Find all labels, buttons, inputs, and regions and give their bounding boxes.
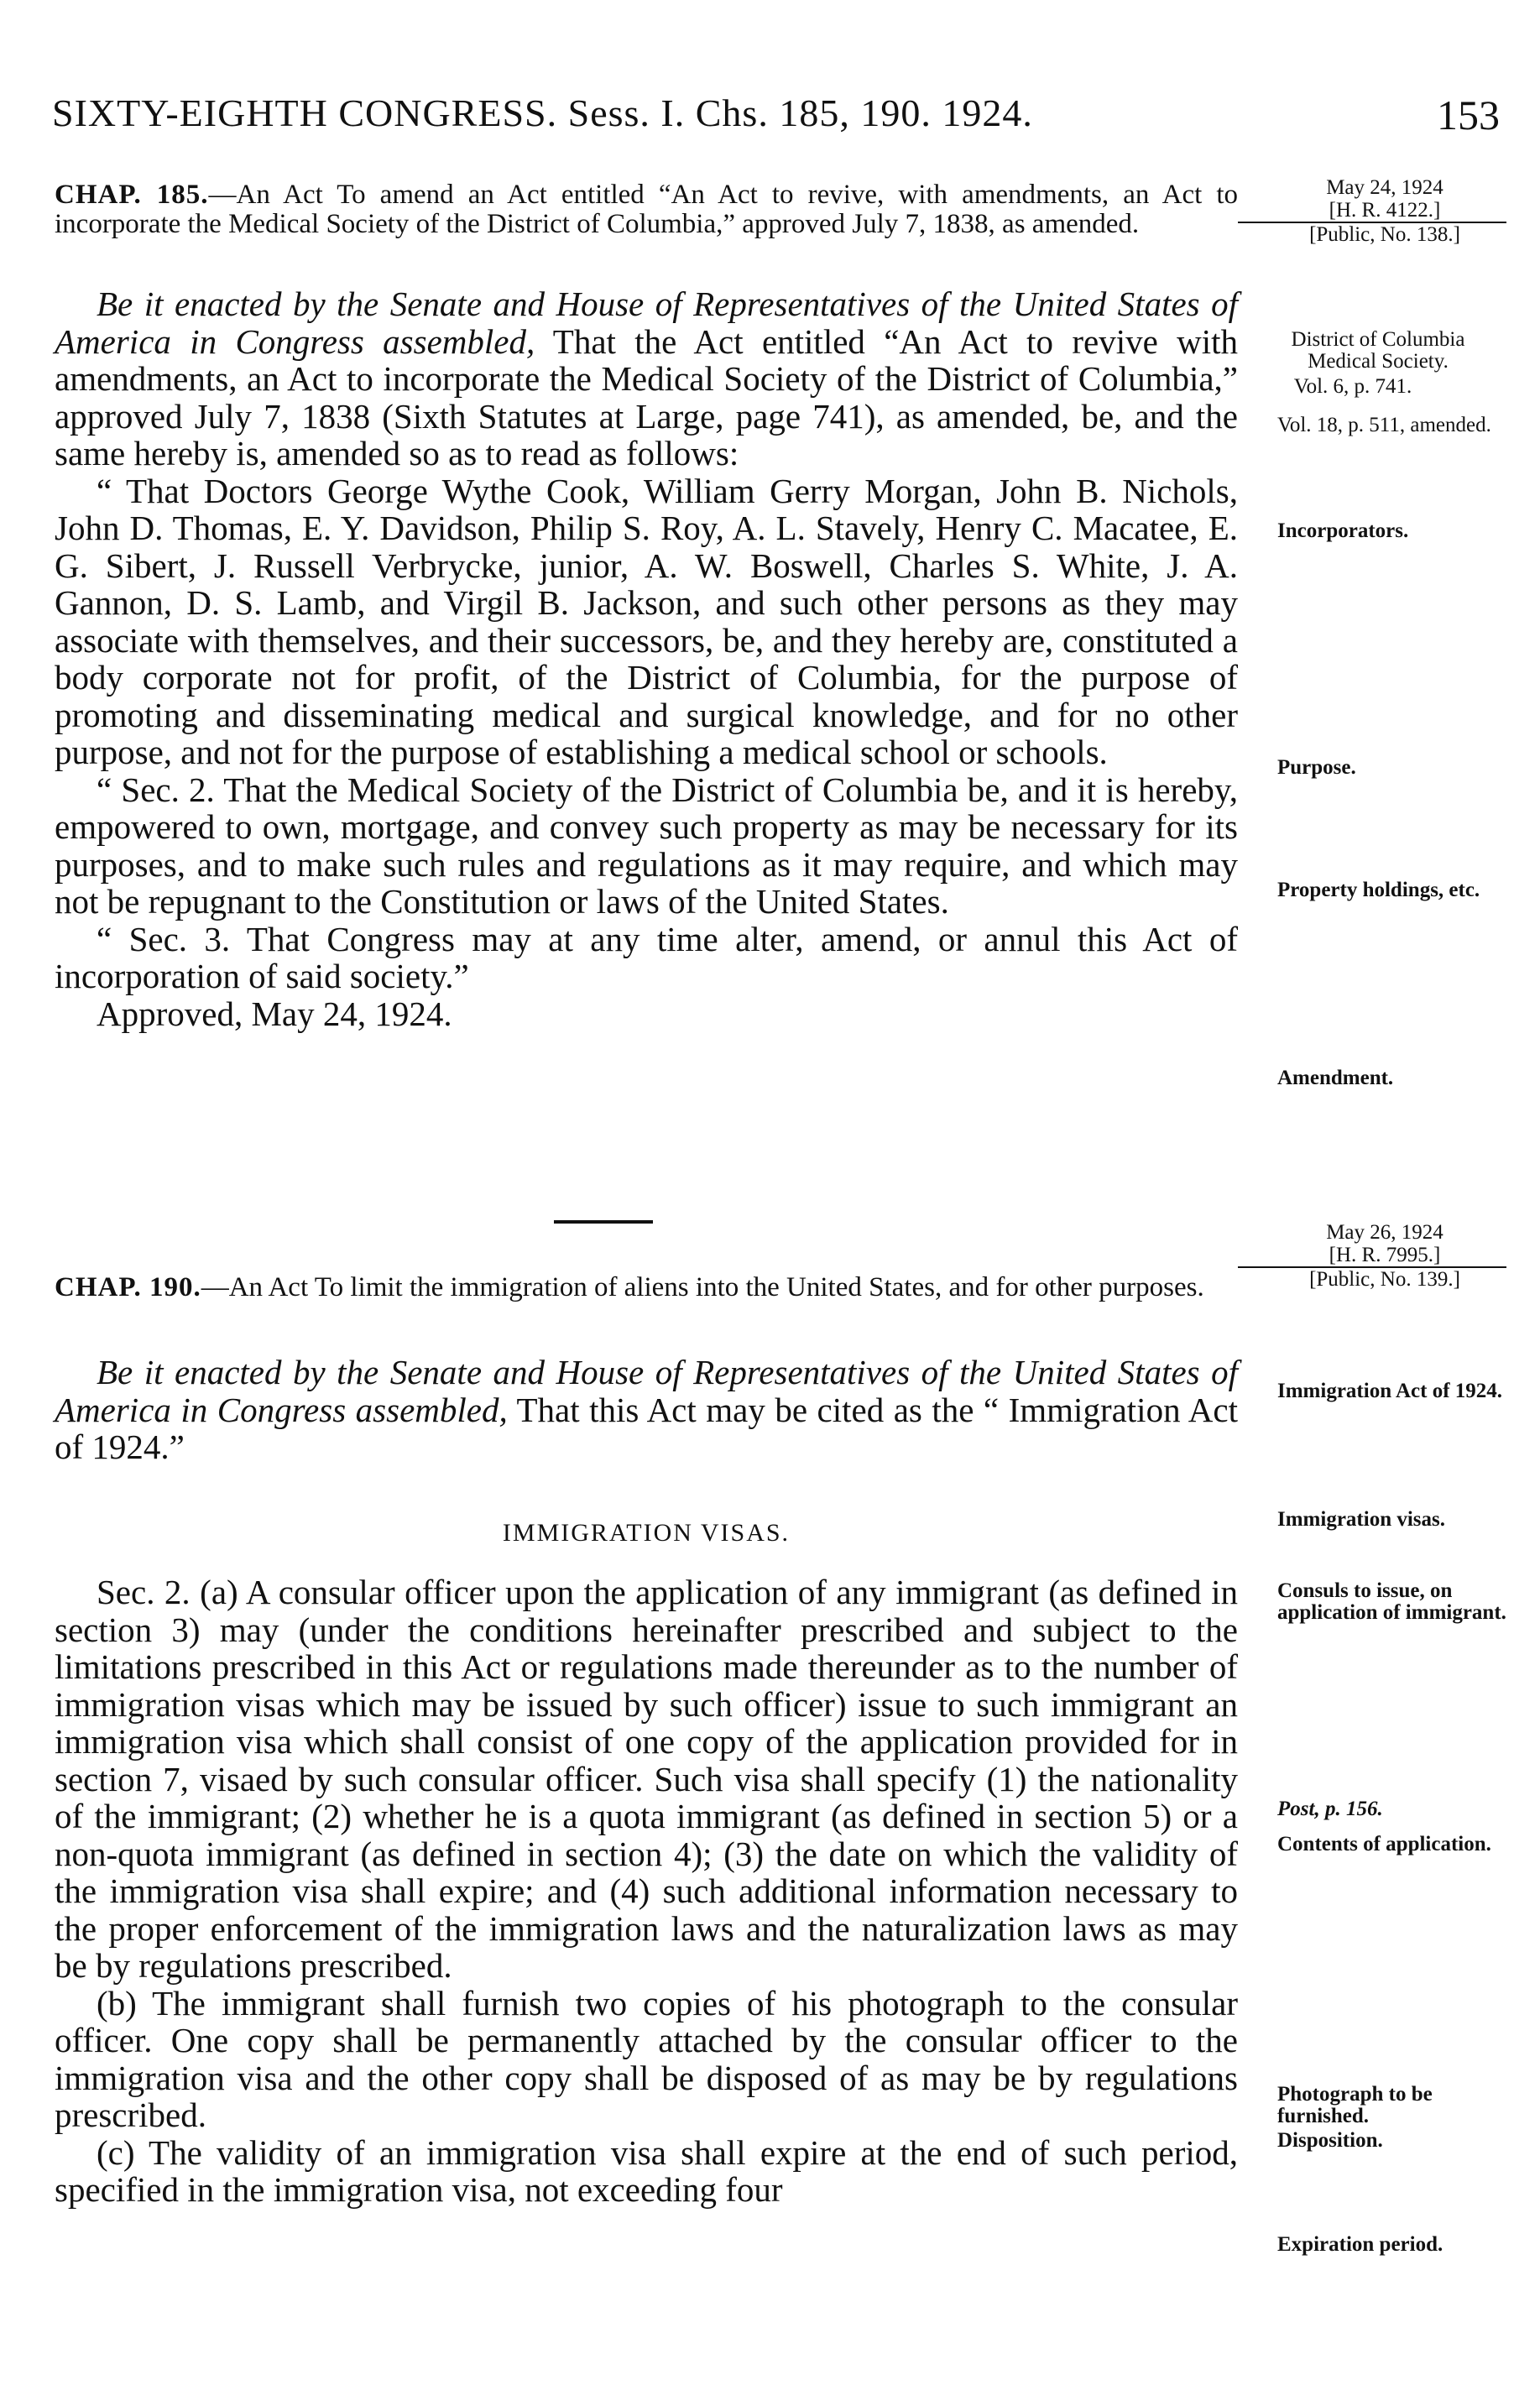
chap-190-section-2b: (b) The immigrant shall furnish two copies of his photograph to the consular officer. One copy shall be permanently attached by the consular officer to the immigration visa and the other copy shall be disposed of as may be by regulations prescribed. [55,1983,1238,2134]
chap-190-enacting-clause [55,1354,1238,1466]
chap-190-bill-box [1271,1221,1498,1291]
margin-immigration-act: Immigration Act of 1924. [1277,1380,1503,1402]
margin-photograph: Photograph to be furnished. [1277,2083,1433,2127]
chap-185-body [55,285,1238,1032]
chap-190-heading [55,1273,1238,1302]
enacting-rest-190: That this Act may be cited as the “ Immigration Act of 1924.” [55,1390,1238,1466]
margin-contents-of-application: Contents of application. [1277,1833,1491,1855]
chap-190-enacting-block [55,1354,1238,1466]
running-head [52,91,1500,141]
margin-incorporators: Incorporators. [1277,519,1409,542]
margin-post-p156: Post, p. 156. [1277,1798,1383,1820]
enacting-formula-190: Be it enacted by the Senate and House of Representatives of the United States of America in Congress assembled, [55,1353,1238,1429]
chapter-divider [554,1220,653,1224]
chap-185-bill-box [1271,176,1498,246]
chap-190-bill-number: [H. R. 7995.] [1329,1244,1441,1266]
chap-185-label: CHAP. 185. [55,180,209,210]
margin-vol-6: Vol. 6, p. 741. [1293,375,1412,398]
margin-dc-medical-society: District of Columbia Medical Society. [1291,328,1465,373]
running-head-title: SIXTY-EIGHTH CONGRESS. Sess. I. Chs. 185, 190. 1924. [52,91,1033,134]
section-title-immigration-visas: IMMIGRATION VISAS. [502,1519,791,1547]
enacting-formula: Be it enacted by the Senate and House of Representatives of the United States of America in Congress assembled, [55,284,1238,361]
chap-185-title: —An Act To amend an Act entitled “An Act to revive, with amendments, an Act to incorporate the Medical Society of the District of Columbia,” approved July 7, 1838, as amended. [55,180,1239,239]
margin-amendment: Amendment. [1277,1067,1394,1089]
margin-purpose: Purpose. [1277,756,1356,779]
chap-185-bill-number: [H. R. 4122.] [1329,199,1441,222]
margin-expiration-period: Expiration period. [1277,2233,1443,2256]
enacting-rest: That the Act entitled “An Act to revive with amendments, an Act to incorporate the Medical Society of the District of Columbia,” approved July 7, 1838 (Sixth Statutes at Large, page 741), as amended, be, and the same hereby is, amended so as to read as follows: [55,321,1239,472]
chap-190-label: CHAP. 190. [55,1272,201,1302]
margin-vol-18: Vol. 18, p. 511, amended. [1277,414,1491,436]
chap-185-public-number: [Public, No. 138.] [1309,223,1460,246]
chap-190-date: May 26, 1924 [1326,1221,1443,1244]
chap-190-public-number: [Public, No. 139.] [1309,1268,1460,1291]
chap-185-section-3: “ Sec. 3. That Congress may at any time alter, amend, or annul this Act of incorporation of said society.” [55,919,1238,995]
chap-185-date: May 24, 1924 [1326,176,1443,199]
margin-disposition: Disposition. [1277,2129,1383,2152]
chap-185-approved: Approved, May 24, 1924. [97,994,452,1033]
page-number: 153 [1437,91,1500,138]
chap-190-section-2a: Sec. 2. (a) A consular officer upon the application of any immigrant (as defined in section 3) may (under the conditions hereinafter prescribed and subject to the limitations prescribed in this Act or regulations made thereunder as to the number of immigration visas which may be issued by such officer) issue to such immigrant an immigration visa which shall consist of one copy of the application provided for in section 7, visaed by such consular officer. Such visa shall specify (1) the nationality of the immigrant; (2) whether he is a quota immigrant (as defined in section 5) or a non-quota immigrant (as defined in section 4); (3) the date on which the validity of the immigration visa shall expire; and (4) such additional information necessary to the proper enforcement of the immigration laws and the naturalization laws as may be by regulations prescribed. [55,1573,1238,1985]
chap-185-enacting-clause [55,285,1238,472]
chap-190-title: —An Act To limit the immigration of aliens into the United States, and for other purposes. [201,1272,1204,1302]
chap-185-heading [55,180,1238,239]
chap-185-incorporators-paragraph: “ That Doctors George Wythe Cook, William Gerry Morgan, John B. Nichols, John D. Thomas, E. Y. Davidson, Philip S. Roy, A. L. Stavely, Henry C. Macatee, E. G. Sibert, J. Russell Verbrycke, junior, A. W. Boswell, Charles S. White, J. A. Gannon, D. S. Lamb, and Virgil B. Jackson, and such other persons as they may associate with themselves, and their successors, be, and they hereby are, constituted a body corporate not for profit, of the District of Columbia, for the purpose of promoting and disseminating medical and surgical knowledge, and for no other purpose, and not for the purpose of establishing a medical school or schools. [55,471,1238,771]
margin-immigration-visas: Immigration visas. [1277,1508,1445,1531]
chap-190-body [55,1574,1238,2209]
margin-consuls: Consuls to issue, on application of immigrant. [1277,1579,1506,1624]
margin-property-holdings: Property holdings, etc. [1277,879,1480,901]
chap-185-section-2: “ Sec. 2. That the Medical Society of the District of Columbia be, and it is hereby, empowered to own, mortgage, and convey such property as may be necessary for its purposes, and to make such rules and regulations as it may require, and which may not be repugnant to the Constitution or laws of the United States. [55,770,1238,921]
chap-190-section-2c: (c) The validity of an immigration visa shall expire at the end of such period, specified in the immigration visa, not exceeding four [55,2132,1238,2209]
